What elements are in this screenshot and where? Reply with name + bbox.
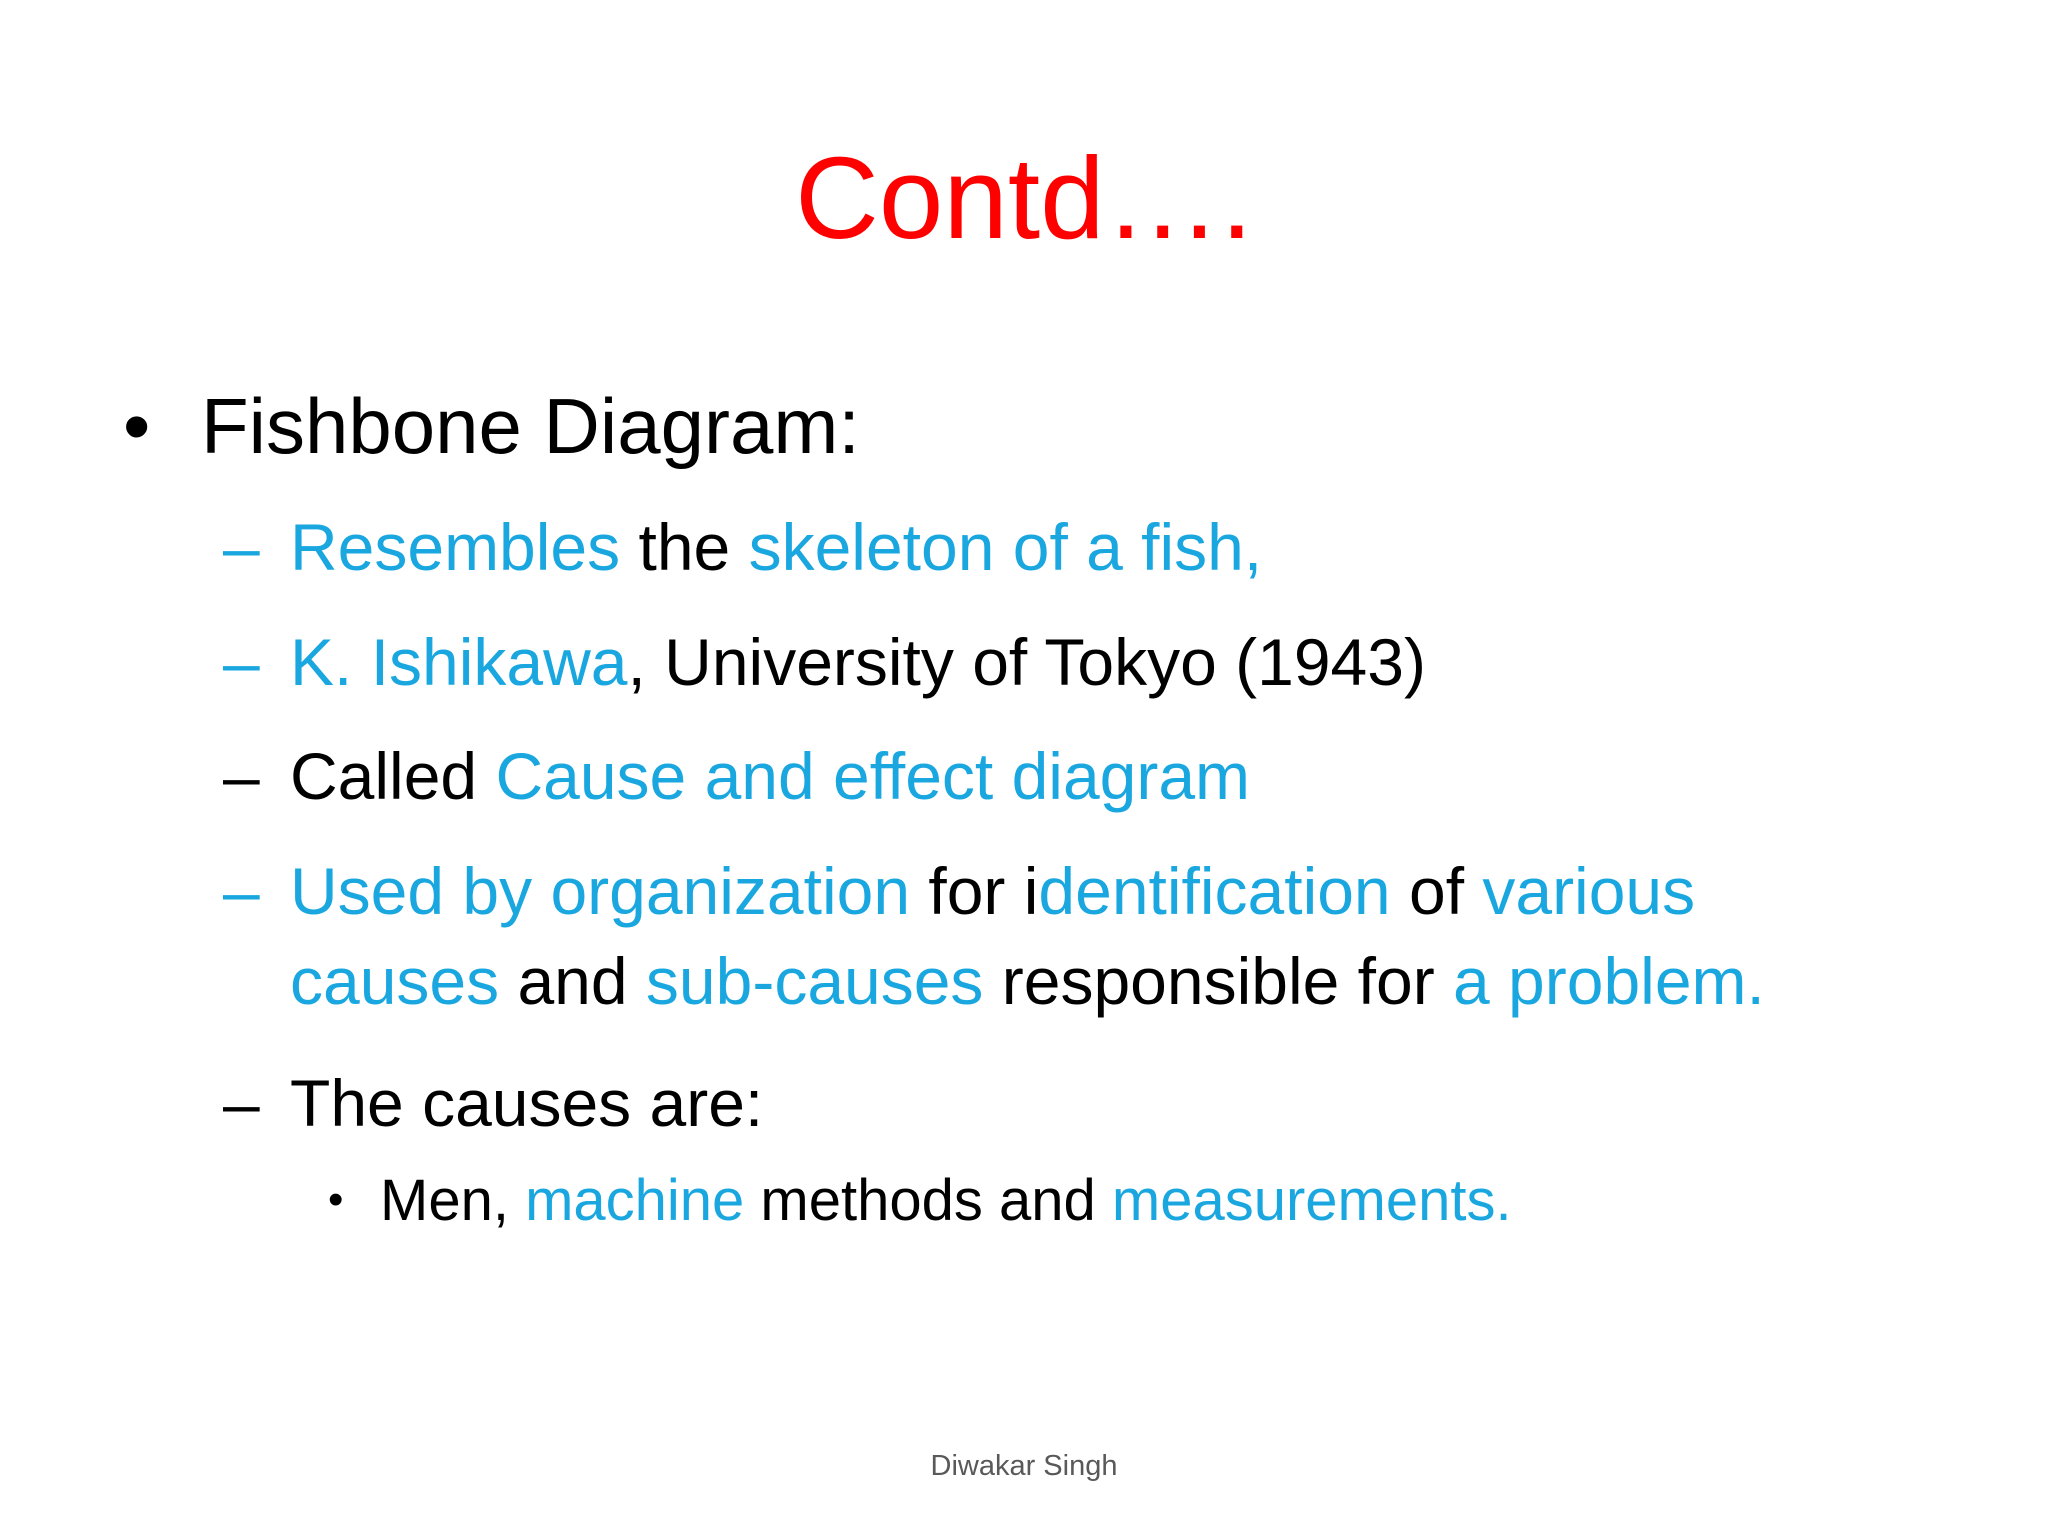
text-segment: various	[1482, 854, 1696, 928]
text-segment: for i	[910, 854, 1039, 928]
sub-item-resembles	[223, 502, 1262, 592]
dash-marker: –	[223, 854, 260, 928]
sub-item-used-by-organization	[223, 846, 1765, 1026]
slide-title: Contd….	[795, 133, 1253, 263]
text-segment: Called	[290, 739, 496, 813]
text-segment: Men,	[380, 1168, 526, 1233]
text-segment: K. Ishikawa	[290, 625, 628, 699]
continuation-line	[223, 936, 1765, 1026]
sub-item-causes-are	[223, 1058, 763, 1148]
text-segment: responsible for	[983, 944, 1454, 1018]
text-segment: Cause and effect diagram	[495, 739, 1251, 813]
dash-marker: –	[223, 1066, 260, 1140]
text-segment: causes	[290, 944, 500, 1018]
text-segment: Used by organization	[290, 854, 911, 928]
text-segment: machine	[525, 1168, 745, 1233]
text-segment: Resembles	[290, 510, 621, 584]
text-segment: The causes are:	[290, 1066, 764, 1140]
dash-marker: –	[223, 739, 260, 813]
text-segment: a problem.	[1453, 944, 1765, 1018]
text-segment: of	[1390, 854, 1483, 928]
sub-sub-item-causes-list	[328, 1160, 1512, 1241]
bullet-marker: •	[123, 382, 151, 470]
text-segment: skeleton of a fish,	[748, 510, 1263, 584]
text-segment: the	[620, 510, 749, 584]
bullet-marker: •	[328, 1175, 344, 1224]
footer-author: Diwakar Singh	[930, 1450, 1118, 1482]
bullet-fishbone-diagram	[123, 378, 860, 474]
sub-item-ishikawa	[223, 617, 1426, 707]
bullet-text: Fishbone Diagram:	[201, 382, 860, 470]
text-segment: dentification	[1038, 854, 1391, 928]
dash-marker: –	[223, 510, 260, 584]
text-segment: , University of Tokyo (1943)	[627, 625, 1426, 699]
text-segment: methods and	[744, 1168, 1112, 1233]
text-segment: sub-causes	[645, 944, 984, 1018]
sub-item-called	[223, 731, 1250, 821]
dash-marker: –	[223, 625, 260, 699]
text-segment: and	[499, 944, 646, 1018]
text-segment: measurements.	[1111, 1168, 1512, 1233]
